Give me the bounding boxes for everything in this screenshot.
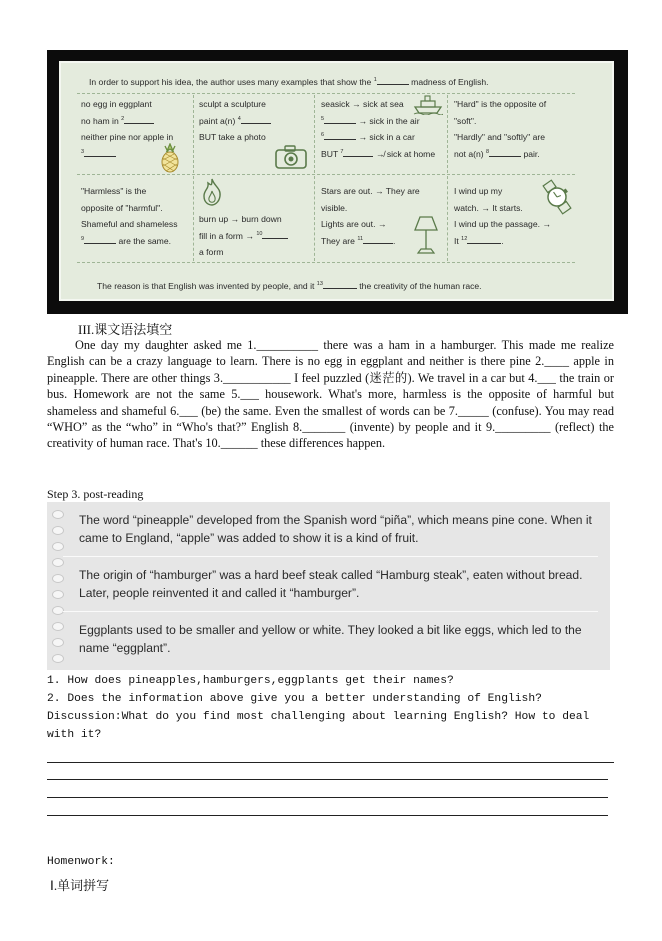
- figure-conclusion: The reason is that English was invented by people, and it $^{13}$ the creativity of the human race.: [97, 281, 482, 291]
- summary-figure: [47, 50, 628, 314]
- answer-line-2[interactable]: [47, 779, 608, 780]
- divider-middle: [77, 174, 575, 175]
- cell-seasick: seasick → sick at sea $^5$ → sick in the air $^6$ → sick in a car BUT $^7$ ↛ sick at home: [321, 99, 436, 159]
- homework-heading: Homenwork:: [47, 856, 115, 868]
- note-hamburger: The origin of “hamburger” was a hard beef steak called “Hamburg steak”, eaten without bread. Later, people reinvented it and called it “hamburger”.: [79, 568, 583, 600]
- cell-eggplant: no egg in eggplant no ham in $^2$ neither pine nor apple in $^3$: [81, 99, 174, 155]
- discussion-line-1: Discussion:What do you find most challenging about learning English? How to deal: [47, 711, 590, 723]
- step-3-heading: Step 3. post-reading: [47, 487, 144, 501]
- camera-icon: [274, 144, 308, 170]
- cell-harmless: "Harmless" is the opposite of "harmful". Shameful and shameless $^9$ are the same.: [81, 186, 178, 246]
- question-1: 1. How does pineapples,hamburgers,eggplants get their names?: [47, 675, 454, 687]
- question-2: 2. Does the information above give you a better understanding of English?: [47, 693, 542, 705]
- blank-1: [377, 75, 409, 85]
- cell-burn: burn up → burn down fill in a form → $^{10}$ a form: [199, 211, 288, 261]
- cloze-passage: One day my daughter asked me 1.__________ there was a ham in a hamburger. This made me realize English can be a crazy language to learn. There is no egg in eggplant and neither is there pine 2.____ apple in pineapple. There are other things 3.___________ I feel puzzled (迷茫的). We travel in a car but 4.___ the train or bus. Homework are not the same 5.___ housework. What's more, harmless is the opposite of harmful but shameless and shameful 6.___ (be) the same. Even the smallest of words can be 7._____ (confuse). You may read “WHO” as the “who” in “Who's that?” English 8._______ (invente) by people and it 9._________ (reflect) the creativity of human race. That's 10.______ these differences happen.: [47, 338, 614, 451]
- section-1-heading: Ⅰ.单词拼写: [50, 878, 110, 893]
- figure-intro: In order to support his idea, the author uses many examples that show the $^1$ madness of English.: [89, 77, 489, 87]
- cell-sculpture: sculpt a sculpture paint a(n) $^4$ BUT take a photo: [199, 96, 271, 146]
- wristwatch-icon: [541, 179, 573, 215]
- divider-bottom: [77, 262, 575, 263]
- ship-icon: [413, 95, 443, 115]
- cell-stars: Stars are out. → They are visible. Lights are out. → They are $^{11}$ .: [321, 186, 420, 246]
- summary-figure-panel: [59, 61, 614, 301]
- answer-line-4[interactable]: [47, 815, 608, 816]
- note-pineapple: The word “pineapple” developed from the Spanish word “piña”, which means pine cone. When it came to England, “apple” was added to show it is a kind of fruit.: [79, 513, 592, 545]
- section-3-heading: III.课文语法填空: [78, 322, 173, 337]
- reading-notes-box: [47, 502, 610, 670]
- divider-top: [77, 93, 575, 94]
- answer-line-3[interactable]: [47, 797, 608, 798]
- note-eggplant: Eggplants used to be smaller and yellow or white. They looked a bit like eggs, which led to the name “eggplant”.: [79, 623, 582, 655]
- answer-line-1[interactable]: [47, 762, 614, 763]
- pineapple-icon: [156, 143, 184, 173]
- discussion-line-2: with it?: [47, 729, 102, 741]
- cell-watch: I wind up my watch. → It starts. I wind up the passage. → It $^{12}$ .: [454, 186, 551, 246]
- blank-13: [323, 279, 357, 289]
- lamp-icon: [413, 215, 439, 255]
- flame-icon: [200, 177, 224, 207]
- binder-rings: [47, 502, 65, 670]
- cell-hard: "Hard" is the opposite of "soft". "Hardly" and "softly" are not a(n) $^8$ pair.: [454, 99, 547, 159]
